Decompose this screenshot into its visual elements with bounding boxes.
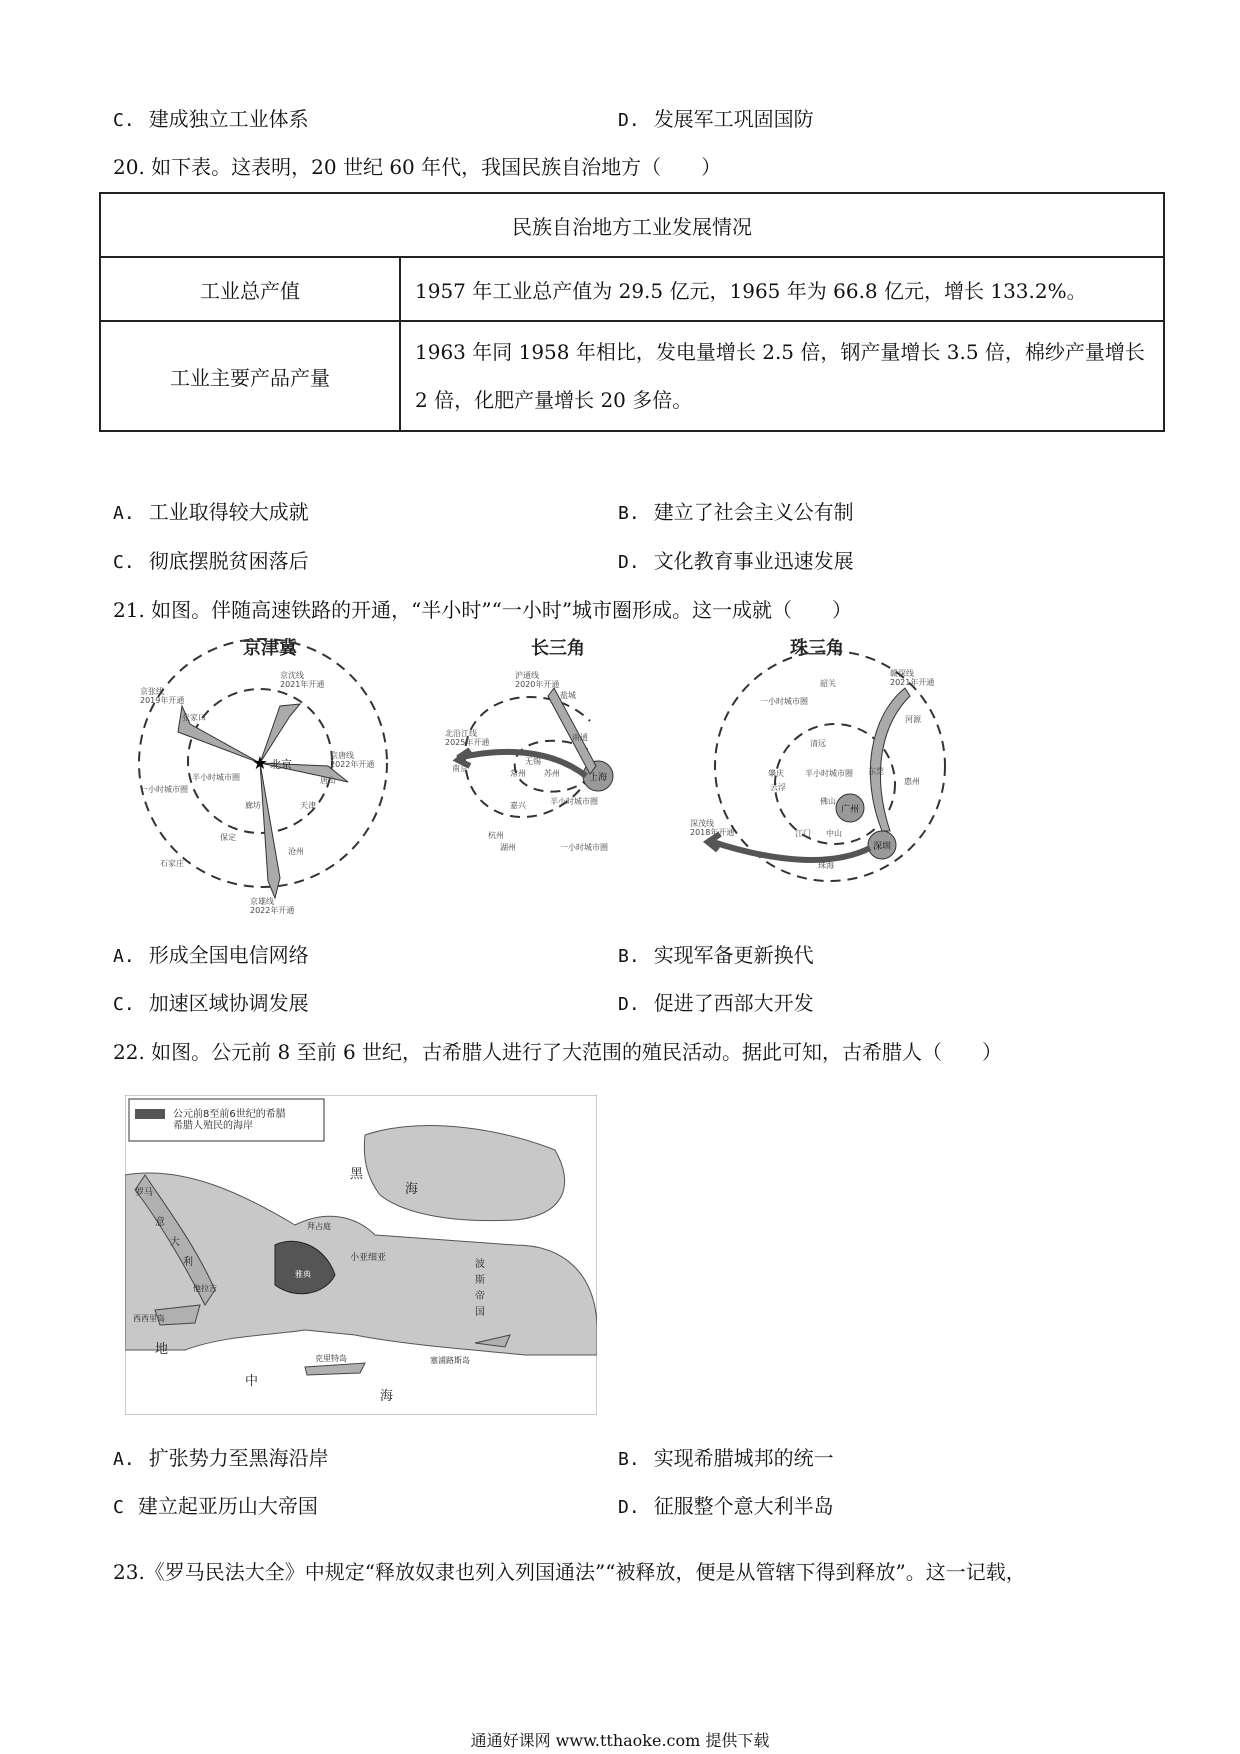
option-text: 实现军备更新换代 [653,943,814,967]
map-label: 保定 [220,833,236,842]
map-label: 京唐线 2022年开通 [330,751,375,770]
legend-text: 公元前8至前6世纪的希腊希腊人殖民的海岸 [173,1109,286,1132]
q21-option-d[interactable] [618,991,814,1017]
option-text: 发展军工巩固国防 [653,107,814,131]
option-text: 建立了社会主义公有制 [653,500,854,524]
map-label: 一小时城市圈 [140,785,188,794]
map-label: 江门 [795,829,811,838]
q23-stem: 23.《罗马民法大全》中规定“释放奴隶也列入列国通法”“被释放，便是从管辖下得到释放”。这一记载， [113,1560,1026,1584]
map-label: 石家庄 [160,859,184,868]
map-label: 一小时城市圈 [760,697,808,706]
option-text: 促进了西部大开发 [653,991,814,1015]
table-row-body-line1: 1963 年同 1958 年相比，发电量增长 2.5 倍，钢产量增长 3.5 倍，棉纱产量增长 [415,340,1145,364]
map-label: 无锡 [525,757,541,766]
map-label: 大 [170,1237,180,1248]
option-letter: B. [618,1449,640,1470]
map-jingjinji [120,636,420,925]
option-text: 文化教育事业迅速发展 [653,549,854,573]
table-row-head: 工业主要产品产量 [100,321,400,431]
map-label: 赣深线 2021年开通 [890,669,935,688]
q20-stem: 20. 如下表。这表明，20 世纪 60 年代，我国民族自治地方（ ） [113,155,722,179]
q19-option-d[interactable] [618,107,814,133]
center-label: 北京 [270,758,292,771]
option-letter: C. [113,110,135,131]
subcenter-label: 深圳 [872,842,892,852]
map-label: 嘉兴 [510,801,526,810]
map-title: 京津冀 [243,638,297,659]
q22-option-a[interactable] [113,1446,329,1472]
map-label: 深茂线 2018年开通 [690,819,735,838]
map-label: 京雄线 2022年开通 [250,897,295,916]
map-label: 张家口 [182,713,206,722]
option-text: 建立起亚历山大帝国 [137,1494,318,1518]
center-label: 上海 [588,773,608,783]
option-text: 彻底摆脱贫困落后 [148,549,309,573]
map-label: 海 [380,1389,394,1404]
center-label: 广州 [840,805,860,815]
option-text: 工业取得较大成就 [148,500,309,524]
rail-arrow-south [260,763,280,898]
map-label: 盐城 [560,691,576,700]
map-label: 杭州 [488,831,504,840]
q21-option-a[interactable] [113,943,309,969]
map-label: 罗马 [135,1188,154,1198]
table-row-body: 1957 年工业总产值为 29.5 亿元，1965 年为 66.8 亿元，增长 133.2%。 [400,257,1164,321]
map-label: 京沈线 2021年开通 [280,671,325,690]
map-title: 长三角 [531,638,585,659]
map-label: 天津 [300,801,316,810]
q19-option-c[interactable] [113,107,309,133]
option-text: 形成全国电信网络 [148,943,309,967]
map-label: 沧州 [288,847,304,856]
option-letter: A. [113,946,135,967]
map-label: 珠海 [818,861,834,870]
q22-option-b[interactable] [618,1446,834,1472]
map-label: 清远 [810,739,826,748]
table-row-head: 工业总产值 [100,257,400,321]
option-text: 征服整个意大利半岛 [653,1494,834,1518]
map-label: 云浮 [770,783,786,792]
map-label: 利 [183,1257,193,1268]
map-greek-colonies [125,1095,597,1419]
option-letter: A. [113,1449,135,1470]
map-label: 黑 [350,1167,364,1182]
rail-arrow-west [708,834,870,860]
map-label: 西西里岛 [133,1314,165,1323]
option-letter: B. [618,503,640,524]
map-label: 半小时城市圈 [805,769,853,778]
map-label: 波 [475,1259,485,1270]
q22-stem: 22. 如图。公元前 8 至前 6 世纪，古希腊人进行了大范围的殖民活动。据此可知，古希腊人（ ） [113,1040,1003,1064]
map-label: 湖州 [500,843,516,852]
option-letter: D. [618,552,640,573]
option-letter: A. [113,503,135,524]
option-text: 实现希腊城邦的统一 [653,1446,834,1470]
map-label: 海 [405,1182,419,1197]
option-letter: D. [618,110,640,131]
map-label: 河源 [905,715,921,724]
map-label: 拜占庭 [307,1222,331,1231]
map-label: 斯 [475,1275,485,1286]
map-label: 唐山 [320,776,336,785]
q20-option-d[interactable] [618,549,854,575]
q20-table [99,192,1165,432]
q22-option-d[interactable] [618,1494,834,1520]
option-text: 建成独立工业体系 [148,107,309,131]
q21-stem: 21. 如图。伴随高速铁路的开通，“半小时”“一小时”城市圈形成。这一成就（ ） [113,598,853,622]
map-label: 小亚细亚 [350,1253,387,1263]
map-title: 珠三角 [790,638,844,659]
map-label: 一小时城市圈 [560,843,608,852]
option-letter: D. [618,994,640,1015]
map-label: 常州 [510,769,526,778]
map-label: 东莞 [868,767,884,776]
option-letter: B. [618,946,640,967]
q20-option-b[interactable] [618,500,854,526]
table-row-body [400,321,1164,431]
table-row-body-line2: 2 倍，化肥产量增长 20 多倍。 [415,388,693,412]
q20-option-c[interactable] [113,549,309,575]
map-label: 中山 [826,829,842,838]
option-letter: C. [113,994,135,1015]
option-text: 加速区域协调发展 [148,991,309,1015]
option-letter: C. [113,552,135,573]
map-label: 廊坊 [245,801,261,810]
map-label: 南通 [572,733,588,742]
map-label: 国 [475,1307,485,1318]
q21-option-b[interactable] [618,943,814,969]
map-label: 惠州 [904,777,920,786]
map-label: 肇庆 [768,769,784,778]
map-label: 韶关 [820,679,836,688]
option-letter: C [113,1497,124,1518]
map-label: 意 [155,1217,165,1228]
map-zhusanjiao [690,636,960,905]
q20-option-a[interactable] [113,500,309,526]
star-icon: ★ [251,753,269,774]
map-label: 塞浦路斯岛 [430,1356,470,1365]
map-label: 京张线 2019年开通 [140,687,185,706]
q22-option-c[interactable] [113,1494,318,1520]
table-caption: 民族自治地方工业发展情况 [100,193,1164,257]
map-label: 半小时城市圈 [192,773,240,782]
map-label: 佛山 [820,797,836,806]
map-label: 帝 [475,1291,485,1302]
map-label: 雅典 [295,1270,311,1279]
legend-swatch [135,1109,165,1119]
map-label: 中 [245,1374,259,1389]
q21-option-c[interactable] [113,991,309,1017]
map-label: 苏州 [544,769,560,778]
page-footer: 通通好课网 www.tthaoke.com 提供下载 [470,1731,770,1750]
map-label: 北沿江线 2025年开通 [445,729,490,748]
map-changsanjiao [440,636,690,885]
map-label: 南京 [452,764,468,773]
map-label: 地 [155,1342,169,1357]
option-text: 扩张势力至黑海沿岸 [148,1446,329,1470]
map-label: 他拉吉 [193,1284,217,1293]
map-label: 沪通线 2020年开通 [515,671,560,690]
map-label: 克里特岛 [315,1354,347,1363]
map-label: 半小时城市圈 [550,797,598,806]
option-letter: D. [618,1497,640,1518]
